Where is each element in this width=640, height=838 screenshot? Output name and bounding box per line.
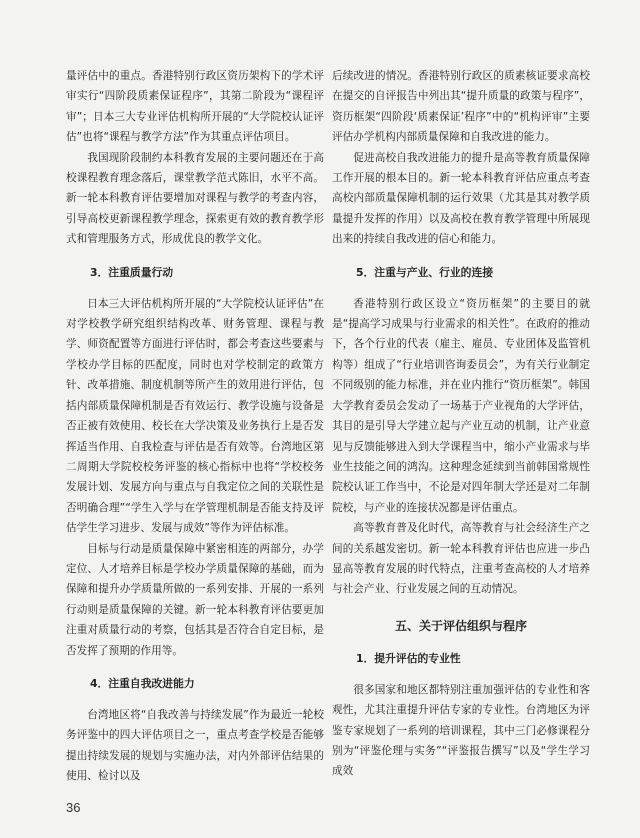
paragraph: 香港特别行政区设立“资历框架”的主要目的就是“提高学习成果与行业需求的相关性”。在政府的推动下，各个行业的代表（雇主、雇员、专业团体及监管机构等）组成了“行业培训咨询委员会”，为有关行业制定不同级别的能力标准，并在业内推行“资历框架”。韩国大学教育委员会发动了一场基于产业视角的大学评估，其目的是引导大学建立起与产业互动的机制，让产业意见与反馈能够进入到大学课程当中，缩小产业需求与毕业生技能之间的鸿沟。这种理念延续到当前韩国常规性院校认证工作当中，不论是对四年制大学还是对二年制院校，与产业的连接状况都是评估重点。 [332,297,590,514]
left-column [66,66,324,787]
chapter-heading: 五、关于评估组织与程序 [394,618,527,633]
section-heading: 3．注重质量行动 [90,265,174,279]
paragraph: 后续改进的情况。香港特别行政区的质素核证要求高校在提交的自评报告中列出其“提升质量的政策与程序”，资历框架“四阶段‘质素保证’程序”中的“机构评审”主要评估办学机构内部质量保障和自我改进的能力。 [332,70,590,144]
paragraph: 很多国家和地区都特别注重加强评估的专业性和客观性，尤其注重提升评估专家的专业性。台湾地区为评鉴专家规划了一系列的培训课程，其中三门必修课程分别为“评鉴伦理与实务”“评鉴报告撰写”以及“学生学习成效 [332,683,590,778]
paragraph: 促进高校自我改进能力的提升是高等教育质量保障工作开展的根本目的。新一轮本科教育评估应重点考查高校内部质量保障机制的运行效果（尤其是其对教学质量提升发挥的作用）以及高校在教育教学管理中所展现出来的持续自我改进的信心和能力。 [332,151,590,246]
section-heading: 5．注重与产业、行业的连接 [356,265,494,279]
paragraph: 高等教育普及化时代，高等教育与社会经济生产之间的关系越发密切。新一轮本科教育评估也应进一步凸显高等教育发展的时代特点，注重考查高校的人才培养与社会产业、行业发展之间的互动情况。 [332,522,590,596]
paragraph: 台湾地区将“自我改善与持续发展”作为最近一轮校务评鉴中的四大评估项目之一，重点考查学校是否能够提出持续发展的规划与实施办法，对内外部评估结果的使用、检讨以及 [66,708,324,783]
section-heading: 1．提升评估的专业性 [356,651,461,665]
right-column [332,66,590,782]
page-number: 36 [66,800,81,815]
paragraph: 我国现阶段制约本科教育发展的主要问题还在于高校课程教育理念落后，课堂教学范式陈旧，水平不高。新一轮本科教育评估要增加对课程与教学的考查内容，引导高校更新课程教学理念，探索更有效的教育教学形式和管理服务方式，形成优良的教学文化。 [66,151,324,246]
section-heading: 4．注重自我改进能力 [90,676,195,690]
paragraph: 目标与行动是质量保障中紧密相连的两部分，办学定位、人才培养目标是学校办学质量保障的基础，而为保障和提升办学质量所做的一系列安排、开展的一系列行动则是质量保障的关键。新一轮本科教育评估要更加注重对质量行动的考察，包括其是否符合自定目标，是否发挥了预期的作用等。 [66,542,324,657]
paragraph: 量评估中的重点。香港特别行政区资历架构下的学术评审实行“四阶段质素保证程序”，其第二阶段为“课程评审”；日本三大专业评估机构所开展的“大学院校认证评估”也将“课程与教学方法”作为其重点评估项目。 [66,70,324,144]
paragraph: 日本三大评估机构所开展的“大学院校认证评估”在对学校教学研究组织结构改革、财务管理、课程与教学、师资配置等方面进行评估时，都会考查这些要素与学校办学目标的匹配度，同时也对学校制定的政策方针、改革措施、制度机制等所产生的效用进行评估，包括内部质量保障机制是否有效运行、教学设施与设备是否正被有效使用、校长在大学决策及业务执行上是否发挥适当作用、自我检查与评估是否有效等。台湾地区第二周期大学院校校务评鉴的核心指标中也将“学校校务发展计划、发展方向与重点与自我定位之间的关联性是否明确合理”“学生入学与在学管理机制是否能支持及评估学生学习进步、发展与成效”等作为评估标准。 [66,297,324,535]
